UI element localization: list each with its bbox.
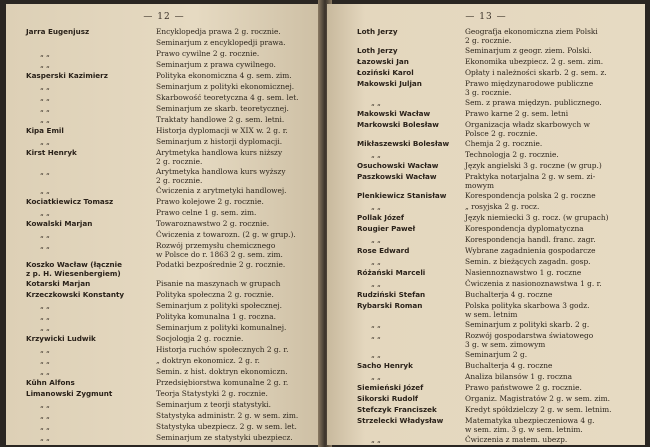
course-description: Analiza bilansów 1 g. roczna [465, 372, 573, 381]
lecturer-name: „ „ [40, 208, 50, 217]
entry-row [327, 302, 645, 321]
course-description: Seminarjum z historji dyplomacji. [156, 137, 283, 146]
course-description: Ćwiczenia z towarozn. (2 g. w grup.). [156, 230, 296, 239]
course-description: Semin. z bieżących zagadn. gosp. [465, 257, 591, 266]
course-description: Nasiennoznawstwo 1 g. roczne [465, 268, 582, 277]
course-description: Towaroznawstwo 2 g. rocznie. [156, 219, 270, 228]
course-description: Prawo międzynarodowe publiczne 3 g. rocznie. [465, 79, 594, 97]
course-description: Prawo karne 2 g. sem. letni [465, 109, 569, 118]
course-description: Seminarjum z polityki ekonomicznej. [156, 82, 295, 91]
lecturer-name: Kühn Alfons [26, 378, 75, 387]
course-description: Geografja ekonomiczna ziem Polski 2 g. rocznie. [465, 27, 598, 45]
course-description: Seminarjum ze skarb. teoretycznej. [156, 104, 289, 113]
course-description: Praktyka notarjalna 2 g. w sem. zi- mowym [465, 172, 596, 190]
lecturer-name: „ „ [371, 331, 381, 340]
course-description: Seminarjum z encyklopedji prawa. [156, 38, 286, 47]
course-description: Prawo kolejowe 2 g. rocznie. [156, 197, 264, 206]
lecturer-name: Kotarski Marjan [26, 279, 91, 288]
course-description: Prawo cywilne 2 g. rocznie. [156, 49, 260, 58]
course-description: Przedsiębiorstwa komunalne 2 g. r. [156, 378, 289, 387]
course-description: Polityka ekonomiczna 4 g. sem. zim. [156, 71, 292, 80]
course-description: Sem. z prawa międzyn. publicznego. [465, 98, 602, 107]
course-description: Historja dyplomacji w XIX w. 2 g. r. [156, 126, 288, 135]
course-description: Ćwiczenia z nasionoznawstwa 1 g. r. [465, 279, 602, 288]
course-description: Prawo państwowe 2 g. rocznie. [465, 383, 582, 392]
lecturer-name: Sikorski Rudolf [357, 394, 419, 403]
course-description: Semin. z hist. doktryn ekonomiczn. [156, 367, 288, 376]
lecturer-name: Rose Edward [357, 246, 410, 255]
course-description: Organiz. Magistratów 2 g. w sem. zim. [465, 394, 610, 403]
right-entry-list [327, 28, 645, 445]
course-description: Rozwój gospodarstwa światowego 3 g. w sem. zimowym [465, 331, 594, 349]
lecturer-name: Makowski Wacław [357, 109, 431, 118]
course-description: Seminarjum z teorji statystyki. [156, 400, 271, 409]
lecturer-name: „ „ [40, 115, 50, 124]
lecturer-name: Łoziński Karol [357, 68, 414, 77]
lecturer-name: Krzywicki Ludwik [26, 334, 96, 343]
course-description: Polityka komunalna 1 g. roczna. [156, 312, 276, 321]
lecturer-name: „ „ [40, 411, 50, 420]
course-description: „ doktryn ekonomicz. 2 g. r. [156, 356, 260, 365]
course-description: Korespondencja handl. franc. zagr. [465, 235, 596, 244]
lecturer-name: „ „ [40, 137, 50, 146]
course-description: Traktaty handlowe 2 g. sem. letni. [156, 115, 285, 124]
course-description: Seminarjum ze statystyki ubezpiecz. [156, 433, 293, 442]
lecturer-name: Loth Jerzy [357, 46, 398, 55]
course-description: Organizacja władz skarbowych w Polsce 2 g. rocznie. [465, 120, 590, 138]
entry-row [6, 261, 322, 280]
lecturer-name: „ „ [40, 241, 50, 250]
lecturer-name: Kirst Henryk [26, 148, 77, 157]
lecturer-name: Paszkowski Wacław [357, 172, 437, 181]
course-description: Seminarjum z polityki społecznej. [156, 301, 282, 310]
lecturer-name: „ „ [40, 345, 50, 354]
entry-row [6, 149, 322, 168]
lecturer-name: Jarra Eugenjusz [26, 27, 90, 36]
right-page [327, 4, 645, 445]
lecturer-name: Stefczyk Franciszek [357, 405, 437, 414]
course-description: Arytmetyka handlowa kurs wyższy 2 g. rocznie. [156, 167, 286, 185]
entry-row [327, 173, 645, 192]
lecturer-name: Rougier Paweł [357, 224, 416, 233]
entry-row [327, 332, 645, 351]
lecturer-name: Makowski Juljan [357, 79, 422, 88]
course-description: Ćwiczenia z arytmetyki handlowej. [156, 186, 287, 195]
course-description: Technologja 2 g. rocznie. [465, 150, 559, 159]
course-description: Historja ruchów społecznych 2 g. r. [156, 345, 289, 354]
lecturer-name: Markowski Bolesław [357, 120, 439, 129]
course-description: Encyklopedja prawa 2 g. rocznie. [156, 27, 281, 36]
lecturer-name: „ „ [40, 230, 50, 239]
entry-row [6, 242, 322, 261]
lecturer-name: „ „ [371, 435, 381, 444]
course-description: Polska polityka skarbowa 3 godz. w sem. letnim [465, 301, 590, 319]
left-page [6, 4, 322, 445]
lecturer-name: „ „ [371, 350, 381, 359]
course-description: Seminarjum z polityki komunalnej. [156, 323, 287, 332]
lecturer-name: Sacho Henryk [357, 361, 413, 370]
lecturer-name: Strzelecki Władysław [357, 416, 444, 425]
lecturer-name: „ „ [371, 279, 381, 288]
entry-row [327, 436, 645, 445]
course-description: Pisanie na maszynach w grupach [156, 279, 281, 288]
lecturer-name: Osuchowski Wacław [357, 161, 439, 170]
lecturer-name: Plenkiewicz Stanisław [357, 191, 447, 200]
course-description: Seminarjum z polityki skarb. 2 g. [465, 320, 590, 329]
course-description: Ćwiczenia z matem. ubezp. [465, 435, 568, 444]
lecturer-name: Pollak Józef [357, 213, 405, 222]
lecturer-name: „ „ [371, 202, 381, 211]
lecturer-name: Loth Jerzy [357, 27, 398, 36]
lecturer-name: Kociatkiewicz Tomasz [26, 197, 114, 206]
course-description: Statystyka ubezpiecz. 2 g. w sem. let. [156, 422, 297, 431]
course-description: Podatki bezpośrednie 2 g. rocznie. [156, 260, 286, 269]
course-description: Seminarjum z prawa cywilnego. [156, 60, 276, 69]
lecturer-name: „ „ [371, 98, 381, 107]
course-description: Teorja Statystyki 2 g. rocznie. [156, 389, 268, 398]
course-description: Skarbowość teoretyczna 4 g. sem. let. [156, 93, 299, 102]
lecturer-name: „ „ [371, 257, 381, 266]
lecturer-name: „ „ [40, 400, 50, 409]
course-description: Rozwój przemysłu chemicznego w Polsce do r. 1863 2 g. sem. zim. [156, 241, 283, 259]
course-description: Socjologja 2 g. rocznie. [156, 334, 244, 343]
lecturer-name: Rybarski Roman [357, 301, 423, 310]
course-description: Seminarjum 2 g. [465, 350, 528, 359]
lecturer-name: „ „ [40, 186, 50, 195]
lecturer-name: „ „ [40, 422, 50, 431]
course-description: Korespondencja polska 2 g. roczne [465, 191, 596, 200]
course-description: Buchalterja 4 g. roczne [465, 290, 553, 299]
lecturer-name: „ „ [40, 82, 50, 91]
lecturer-name: „ „ [371, 235, 381, 244]
course-description: Język angielski 3 g. roczne (w grup.) [465, 161, 602, 170]
page-number-right: — 13 — [465, 12, 507, 22]
entry-row [6, 168, 322, 187]
lecturer-name: „ „ [40, 312, 50, 321]
course-description: Chemja 2 g. rocznie. [465, 139, 543, 148]
course-description: Język niemiecki 3 g. rocz. (w grupach) [465, 213, 609, 222]
lecturer-name: Koszko Wacław (łącznie z p. H. Wiesenbergiem) [26, 260, 123, 278]
course-description: Opłaty i należności skarb. 2 g. sem. z. [465, 68, 607, 77]
lecturer-name: Różański Marceli [357, 268, 426, 277]
entry-row [327, 80, 645, 99]
lecturer-name: Kowalski Marjan [26, 219, 93, 228]
lecturer-name: „ „ [40, 367, 50, 376]
course-description: Wybrane zagadnienia gospodarcze [465, 246, 596, 255]
course-description: „ rosyjska 2 g. rocz. [465, 202, 540, 211]
lecturer-name: „ „ [40, 49, 50, 58]
lecturer-name: „ „ [371, 372, 381, 381]
entry-row [327, 417, 645, 436]
lecturer-name: „ „ [40, 60, 50, 69]
course-description: Seminarjum z geogr. ziem. Polski. [465, 46, 592, 55]
course-description: Ekonomika ubezpiecz. 2 g. sem. zim. [465, 57, 604, 66]
lecturer-name: „ „ [40, 433, 50, 442]
lecturer-name: Kasperski Kazimierz [26, 71, 108, 80]
lecturer-name: Limanowski Zygmunt [26, 389, 113, 398]
lecturer-name: „ „ [40, 323, 50, 332]
course-description: Arytmetyka handlowa kurs niższy 2 g. rocznie. [156, 148, 283, 166]
course-description: Kredyt spółdzielczy 2 g. w sem. letnim. [465, 405, 612, 414]
entry-row [6, 434, 322, 445]
course-description: Korespondencja dyplomatyczna [465, 224, 584, 233]
page-number-left: — 12 — [143, 12, 185, 22]
lecturer-name: „ „ [40, 104, 50, 113]
lecturer-name: „ „ [40, 301, 50, 310]
lecturer-name: „ „ [371, 150, 381, 159]
lecturer-name: Łazowski Jan [357, 57, 409, 66]
course-description: Buchalterja 4 g. roczne [465, 361, 553, 370]
lecturer-name: „ „ [40, 356, 50, 365]
lecturer-name: Siemieński Józef [357, 383, 424, 392]
course-description: Matematyka ubezpieczeniowa 4 g. w sem. zim. 3 g. w sem. letnim. [465, 416, 595, 434]
lecturer-name: Rudziński Stefan [357, 290, 426, 299]
course-description: Polityka społeczna 2 g. rocznie. [156, 290, 274, 299]
course-description: Prawo celne 1 g. sem. zim. [156, 208, 257, 217]
lecturer-name: „ „ [40, 93, 50, 102]
lecturer-name: Krzeczkowski Konstanty [26, 290, 125, 299]
lecturer-name: „ „ [371, 320, 381, 329]
left-entry-list [6, 28, 322, 445]
lecturer-name: Mikłaszewski Bolesław [357, 139, 450, 148]
lecturer-name: „ „ [40, 167, 50, 176]
lecturer-name: Kipa Emil [26, 126, 64, 135]
entry-row [327, 28, 645, 47]
entry-row [327, 121, 645, 140]
course-description: Statystyka administr. 2 g. w sem. zim. [156, 411, 299, 420]
